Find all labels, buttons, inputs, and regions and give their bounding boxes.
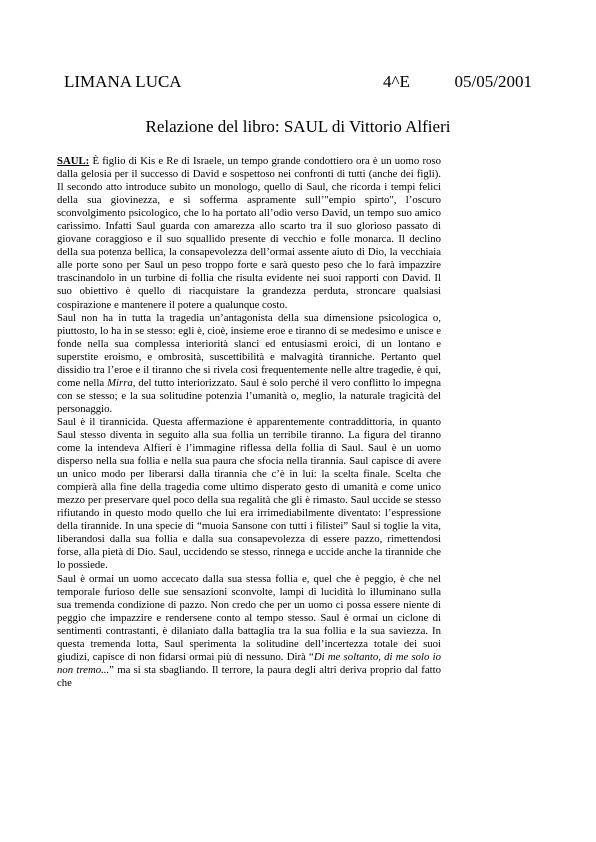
- paragraph-text: Saul non ha in tutta la tragedia un’antagonista della sua dimensione psicologica o, piuttosto, lo ha in se stesso: egli è, cioè, insieme eroe e tiranno di se medesimo e unisce e fonde nella sua complessa interiorità slanci ed entusiasmi eroici, di un lontano e superstite eroismo, e ombrosità, suscettibilità e malvagità tiranniche. Pertanto quel dissidio tra l’eroe e il tiranno che si rivela così frequentemente nelle altre tragedie, è qui, come nella: [57, 311, 441, 389]
- class-label: 4^E: [383, 72, 410, 91]
- paragraph-3: Saul è il tirannicida. Questa affermazione è apparentemente contraddittoria, in quanto Saul stesso diventa in seguito alla sua follia un terribile tiranno. La figura del tiranno come la intendeva Alfieri è l’immagine riflessa della follia di Saul. Saul è un uomo disperso nella sua follia e nella sua paura che sfocia nella tirannia. Saul capisce di avere un unico modo per liberarsi dalla tirannia che c’è in lui: la scelta finale. Scelta che compierà alla fine della tragedia come ultimo disperato gesto di umanità e come unico mezzo per preservare quel poco della sua regalità che gli è rimasto. Saul uccide se stesso rifiutando in questo modo quello che lui era irrimediabilmente diventato: l’espressione della tirannide. In una specie di “muoia Sansone con tutti i filistei” Saul si toglie la vita, liberandosi dalla sua follia e dalla sua consapevolezza di essere pazzo, rimettendosi forse, alla pietà di Dio. Saul, uccidendo se stesso, rinnega e uccide anche la tirannide che lo possiede.: [57, 415, 441, 572]
- paragraph-1: [57, 155, 441, 312]
- document-header: [64, 72, 532, 94]
- author-name: LIMANA LUCA: [64, 72, 182, 91]
- paragraph-text: , del tutto interiorizzato. Saul è solo perché il vero conflitto lo impegna con se stesso; e la sua solitudine potenzia l’umanità o, meglio, la naturale tragicità del personaggio.: [57, 376, 441, 415]
- document-date: 05/05/2001: [454, 72, 532, 91]
- paragraph-2: [57, 312, 441, 416]
- paragraph-4: [57, 573, 441, 690]
- paragraph-text: Saul è ormai un uomo accecato dalla sua stessa follia e, quel che è peggio, è che nel temporale furioso delle sue sensazioni sconvolte, lampi di lucidità lo illuminano sulla sua tremenda condizione di pazzo. Non credo che per un uomo ci possa essere niente di peggio che impazzire e rendersene conto al tempo stesso. Saul è ormai un ciclone di sentimenti contrastanti, è dilaniato dalla battaglia tra la sua follia e la sua saviezza. In questa tremenda lotta, Saul sperimenta la solitudine dell’incertezza totale dei suoi giudizi, capisce di non fidarsi ormai più di nessuno. Dirà “: [57, 572, 441, 663]
- italic-title: Mirra: [107, 376, 133, 389]
- italic-quote: Di me soltanto, di me solo io non tremo...: [57, 650, 441, 676]
- paragraph-text: È figlio di Kis e Re di Israele, un tempo grande condottiero ora è un uomo roso dalla gelosia per il successo di David e sospettoso nei confronti di tutti (anche dei figli). Il secondo atto introduce subito un monologo, quello di Saul, che ricorda i tempi felici della sua giovinezza, e si sofferma aspramente sull’"empio spirto", l’oscuro sconvolgimento psicologico, che lo ha portato all’odio verso David, un tempo suo amico carissimo. Infatti Saul guarda con amarezza allo scarto tra il suo glorioso passato di giovane coraggioso e il suo squallido presente di vecchio e folle monarca. Il declino della sua potenza bellica, la consapevolezza dell’ormai assente aiuto di Dio, la vecchiaia alle porte sono per Saul un peso troppo forte e sarà questo peso che lo farà impazzire trascinandolo in un turbine di follia che risulta evidente nei suoi rapporti con David. Il suo obiettivo è quello di riacquistare la grandezza perduta, stroncare qualsiasi cospirazione e mantenere il potere a qualunque costo.: [57, 155, 441, 311]
- document-body: [57, 155, 441, 690]
- paragraph-lead: SAUL:: [57, 155, 90, 167]
- document-title: Relazione del libro: SAUL di Vittorio Alfieri: [145, 117, 451, 136]
- paragraph-text: ” ma si sta sbagliando. Il terrore, la paura degli altri deriva proprio dal fatto che: [57, 663, 442, 689]
